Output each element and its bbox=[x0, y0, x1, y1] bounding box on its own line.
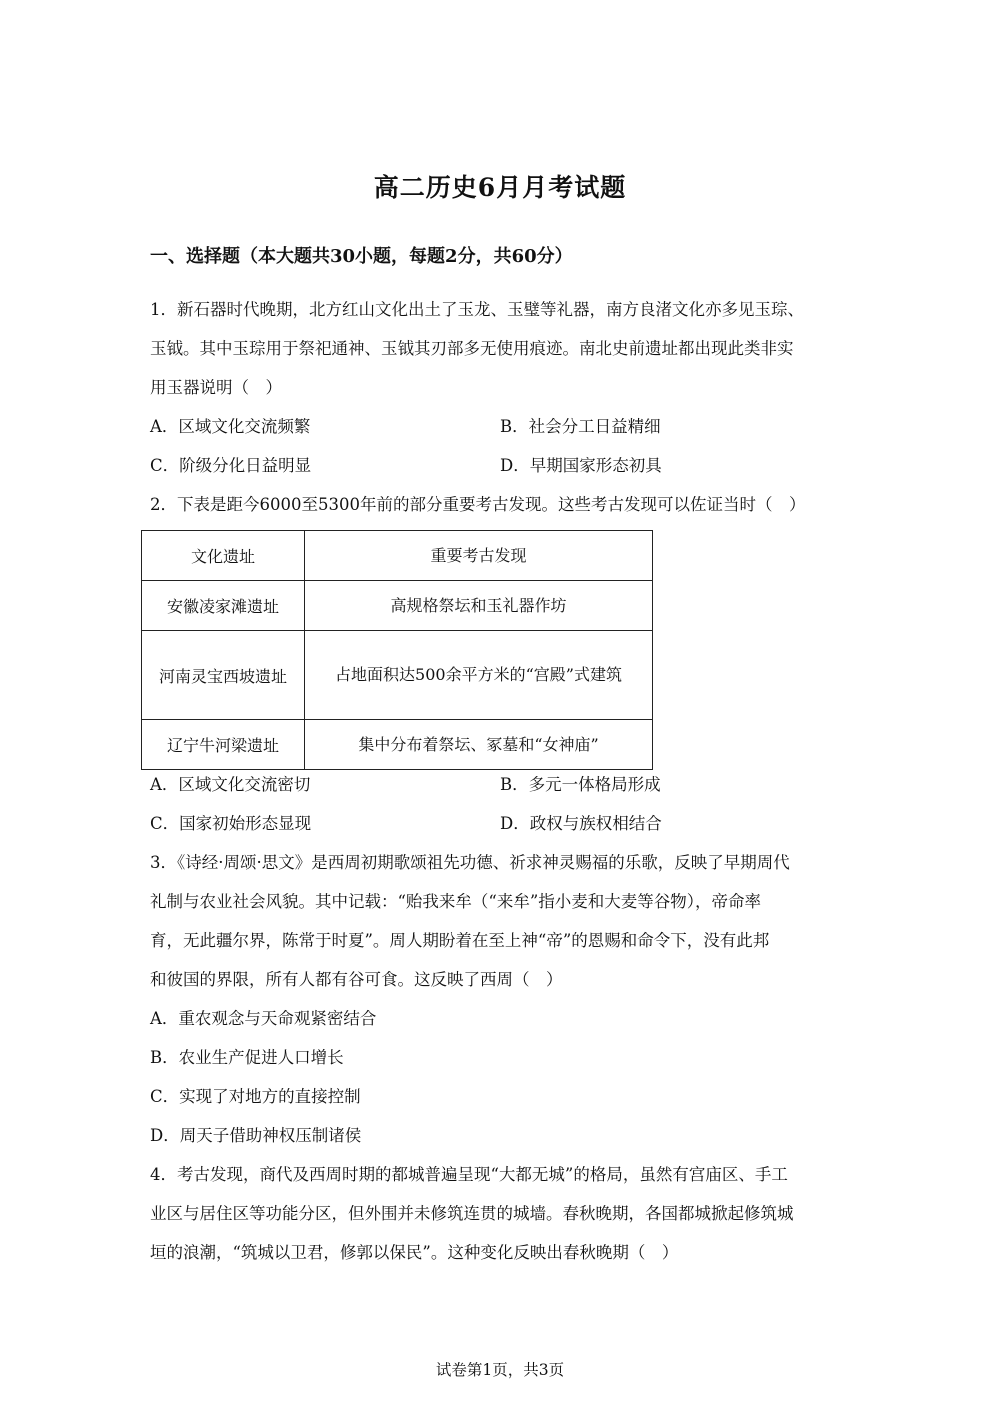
question-3-line-2: 礼制与农业社会风貌。其中记载：“贻我来牟（“来牟”指小麦和大麦等谷物），帝命率 bbox=[150, 892, 762, 911]
question-4-line-1: 4．考古发现，商代及西周时期的都城普遍呈现“大都无城”的格局，虽然有宫庙区、手工 bbox=[150, 1165, 788, 1184]
page-footer: 试卷第1页，共3页 bbox=[435, 1361, 565, 1379]
question-1-line-2: 玉钺。其中玉琮用于祭祀通神、玉钺其刃部多无使用痕迹。南北史前遗址都出现此类非实 bbox=[150, 339, 794, 358]
question-2-option-a[interactable]: A．区域文化交流密切 bbox=[150, 775, 311, 794]
table-cell-finding: 集中分布着祭坛、冢墓和“女神庙” bbox=[305, 720, 653, 770]
question-4-line-2: 业区与居住区等功能分区，但外围并未修筑连贯的城墙。春秋晚期，各国都城掀起修筑城 bbox=[150, 1204, 794, 1223]
table-cell-finding: 高规格祭坛和玉礼器作坊 bbox=[305, 581, 653, 631]
question-2-option-b[interactable]: B．多元一体格局形成 bbox=[500, 775, 661, 794]
question-3-line-1: 3．《诗经·周颂·思文》是西周初期歌颂祖先功德、祈求神灵赐福的乐歌，反映了早期周代 bbox=[150, 853, 790, 872]
question-3-option-c[interactable]: C．实现了对地方的直接控制 bbox=[150, 1087, 361, 1106]
table-cell-site: 安徽凌家滩遗址 bbox=[142, 581, 305, 631]
question-2-option-c[interactable]: C．国家初始形态显现 bbox=[150, 814, 312, 833]
question-1-option-a[interactable]: A．区域文化交流频繁 bbox=[150, 417, 311, 436]
question-3-line-4: 和彼国的界限，所有人都有谷可食。这反映了西周（ ） bbox=[150, 970, 563, 989]
question-4-line-3: 垣的浪潮，“筑城以卫君，修郭以保民”。这种变化反映出春秋晚期（ ） bbox=[150, 1243, 679, 1262]
page-title: 高二历史6月月考试题 bbox=[373, 173, 627, 202]
table-cell-site: 辽宁牛河梁遗址 bbox=[142, 720, 305, 770]
table-cell-finding: 占地面积达500余平方米的“宫殿”式建筑 bbox=[305, 631, 653, 720]
question-3-option-a[interactable]: A．重农观念与天命观紧密结合 bbox=[150, 1009, 377, 1028]
question-3-line-3: 育，无此疆尔界，陈常于时夏”。周人期盼着在至上神“帝”的恩赐和命令下，没有此邦 bbox=[150, 931, 770, 950]
table-header-row bbox=[142, 531, 653, 581]
table-header-site: 文化遗址 bbox=[142, 531, 305, 581]
table-row bbox=[142, 581, 653, 631]
table-cell-site: 河南灵宝西坡遗址 bbox=[142, 631, 305, 720]
section-heading: 一、选择题（本大题共30小题，每题2分，共60分） bbox=[150, 246, 573, 267]
question-3-option-d[interactable]: D．周天子借助神权压制诸侯 bbox=[150, 1126, 362, 1145]
question-1-line-1: 1．新石器时代晚期，北方红山文化出土了玉龙、玉璧等礼器，南方良渚文化亦多见玉琮、 bbox=[150, 300, 804, 319]
table-row bbox=[142, 720, 653, 770]
question-1-line-3: 用玉器说明（ ） bbox=[150, 378, 282, 397]
question-1-option-c[interactable]: C．阶级分化日益明显 bbox=[150, 456, 312, 475]
archaeology-table bbox=[141, 530, 653, 770]
question-2-line-1: 2．下表是距今6000至5300年前的部分重要考古发现。这些考古发现可以佐证当时（ ） bbox=[150, 495, 806, 514]
question-2-option-d[interactable]: D．政权与族权相结合 bbox=[500, 814, 662, 833]
table-header-finding: 重要考古发现 bbox=[305, 531, 653, 581]
table-row bbox=[142, 631, 653, 720]
question-1-option-b[interactable]: B．社会分工日益精细 bbox=[500, 417, 661, 436]
question-1-option-d[interactable]: D．早期国家形态初具 bbox=[500, 456, 662, 475]
question-3-option-b[interactable]: B．农业生产促进人口增长 bbox=[150, 1048, 344, 1067]
